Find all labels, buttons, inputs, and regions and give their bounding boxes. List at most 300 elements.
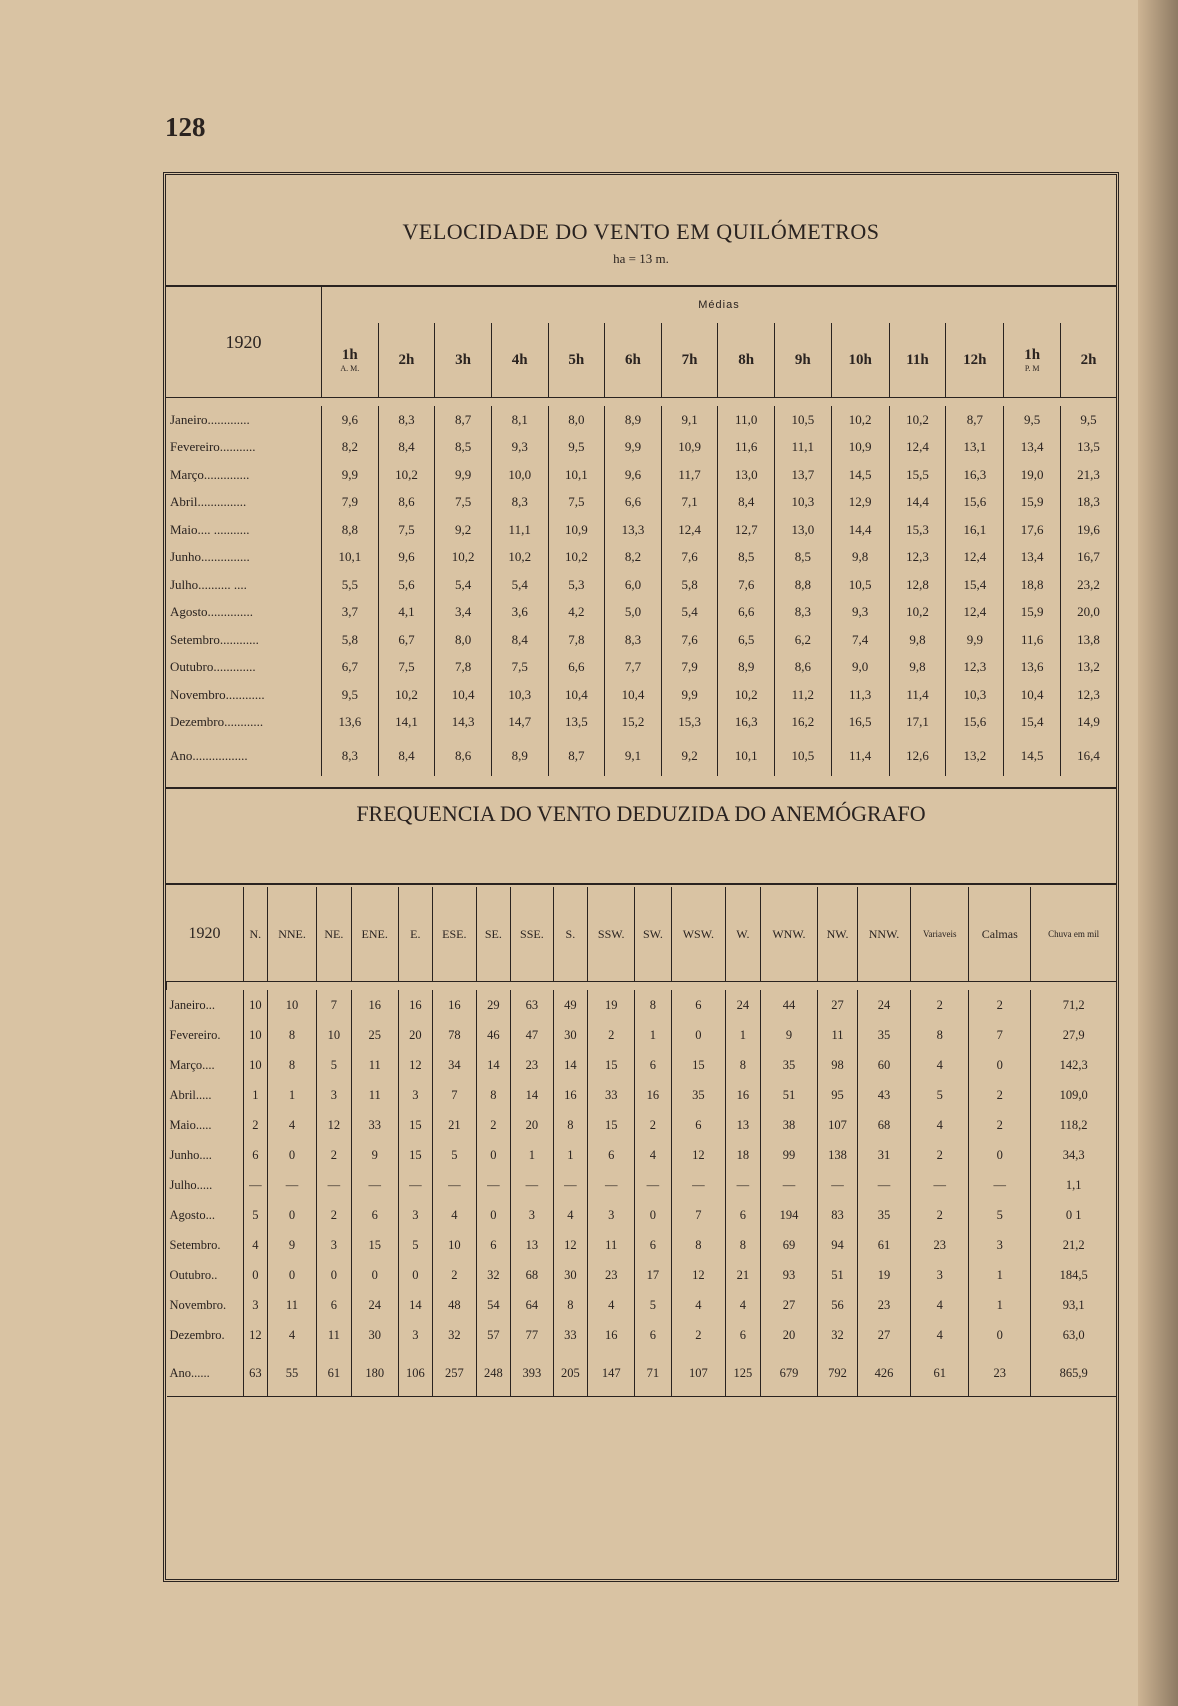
table-cell: 19,6 <box>1060 516 1116 544</box>
hour-header: 5h <box>548 323 605 398</box>
table-cell: 30 <box>351 1320 398 1350</box>
table-cell: 47 <box>511 1020 553 1050</box>
table-cell: 9,5 <box>1060 406 1116 434</box>
table-cell: 10,4 <box>435 681 492 709</box>
table-cell: 194 <box>760 1200 818 1230</box>
table-cell: 27 <box>760 1290 818 1320</box>
table-cell: 27 <box>857 1320 910 1350</box>
table-cell: — <box>398 1170 433 1200</box>
table-cell: 27,9 <box>1031 1020 1116 1050</box>
table-cell: 13,6 <box>322 709 379 737</box>
table-row <box>167 1080 1117 1110</box>
direction-header: NW. <box>818 887 858 982</box>
row-label: Setembro. <box>169 1237 221 1252</box>
table-cell: 13,2 <box>1060 654 1116 682</box>
table-cell: 3,7 <box>322 599 379 627</box>
table2-year: 1920 <box>188 925 221 942</box>
table-cell: 2 <box>316 1140 351 1170</box>
table-cell: 8 <box>635 990 671 1020</box>
hour-header: 4h <box>491 323 548 398</box>
table-cell: 19 <box>857 1260 910 1290</box>
table-cell: 5 <box>969 1200 1031 1230</box>
table-cell: 11 <box>316 1320 351 1350</box>
table-cell: — <box>760 1170 818 1200</box>
row-label: Janeiro... <box>169 997 215 1012</box>
table-cell: 0 1 <box>1031 1200 1116 1230</box>
table-cell: 125 <box>726 1350 761 1397</box>
table-cell: 8,4 <box>718 489 775 517</box>
table-cell: 57 <box>476 1320 511 1350</box>
table-cell: 61 <box>911 1350 969 1397</box>
table-cell: 10 <box>243 1020 268 1050</box>
table-cell: 20 <box>760 1320 818 1350</box>
table-cell: 2 <box>969 990 1031 1020</box>
table-cell: 77 <box>511 1320 553 1350</box>
table-cell: 11 <box>268 1290 317 1320</box>
table-cell: 4 <box>588 1290 635 1320</box>
table-cell: 4 <box>911 1110 969 1140</box>
hour-header: 9h <box>775 323 832 398</box>
table-cell: 0 <box>243 1260 268 1290</box>
table-cell: 10,9 <box>831 434 889 462</box>
table-cell: 0 <box>969 1140 1031 1170</box>
table-cell: 17 <box>635 1260 671 1290</box>
table-cell: 9,8 <box>889 654 946 682</box>
table-cell: 7,6 <box>661 626 718 654</box>
table-cell: 4 <box>553 1200 588 1230</box>
table-cell: 18 <box>726 1140 761 1170</box>
table-cell: 10,0 <box>491 461 548 489</box>
table-cell: 21 <box>726 1260 761 1290</box>
table-cell: 6 <box>588 1140 635 1170</box>
table-cell: 68 <box>511 1260 553 1290</box>
row-label: Outubro.. <box>169 1267 218 1282</box>
table-cell: 11 <box>818 1020 858 1050</box>
table-cell: 55 <box>268 1350 317 1397</box>
table-cell: 4,2 <box>548 599 605 627</box>
table-cell: 10,4 <box>548 681 605 709</box>
table-cell: 10,5 <box>775 406 832 434</box>
table-cell: 4 <box>911 1290 969 1320</box>
table-cell: 1 <box>969 1290 1031 1320</box>
table-cell: 61 <box>857 1230 910 1260</box>
table-cell: 16 <box>398 990 433 1020</box>
table-cell: 16 <box>635 1080 671 1110</box>
table-cell: 68 <box>857 1110 910 1140</box>
table-cell: 14 <box>553 1050 588 1080</box>
table-cell: 10,2 <box>889 599 946 627</box>
table-cell: 60 <box>857 1050 910 1080</box>
table-cell: 2 <box>911 1140 969 1170</box>
table-cell: 13,0 <box>718 461 775 489</box>
table-cell: 5,6 <box>378 571 435 599</box>
table-cell: 12,4 <box>946 599 1004 627</box>
table-cell: 7,4 <box>831 626 889 654</box>
divider <box>166 883 1116 885</box>
table-cell: 4 <box>635 1140 671 1170</box>
table-cell: 35 <box>857 1020 910 1050</box>
table-cell: 13,2 <box>946 736 1004 776</box>
table-cell: 48 <box>433 1290 476 1320</box>
table-cell: 16 <box>351 990 398 1020</box>
table-cell: 33 <box>553 1320 588 1350</box>
table-cell: 7,5 <box>435 489 492 517</box>
table-cell: 33 <box>351 1110 398 1140</box>
table-cell: 13,3 <box>605 516 662 544</box>
table-cell: 71 <box>635 1350 671 1397</box>
table-cell: 6 <box>671 1110 725 1140</box>
table-row <box>167 1260 1117 1290</box>
table-cell: 6 <box>635 1230 671 1260</box>
table-cell: 13,5 <box>548 709 605 737</box>
table-cell: 56 <box>818 1290 858 1320</box>
table-cell: 8,9 <box>491 736 548 776</box>
table-cell: 6 <box>635 1320 671 1350</box>
table-cell: 10,2 <box>491 544 548 572</box>
table-cell: 3 <box>398 1080 433 1110</box>
table-cell: 1,1 <box>1031 1170 1116 1200</box>
direction-header: Calmas <box>969 887 1031 982</box>
table-row <box>166 461 1116 489</box>
table-cell: 24 <box>351 1290 398 1320</box>
table-cell: 13 <box>511 1230 553 1260</box>
table-cell: 147 <box>588 1350 635 1397</box>
table-cell: 5 <box>433 1140 476 1170</box>
table-cell: 12,4 <box>946 544 1004 572</box>
table-cell: 14,4 <box>831 516 889 544</box>
table-cell: 16,3 <box>946 461 1004 489</box>
table-cell: 6 <box>726 1200 761 1230</box>
table-cell: — <box>818 1170 858 1200</box>
table-cell: 107 <box>818 1110 858 1140</box>
table-cell: 21,2 <box>1031 1230 1116 1260</box>
table-row <box>166 571 1116 599</box>
table-cell: 5 <box>316 1050 351 1080</box>
table-cell: 138 <box>818 1140 858 1170</box>
table-row <box>167 1290 1117 1320</box>
table-cell: 107 <box>671 1350 725 1397</box>
table-cell: 5,0 <box>605 599 662 627</box>
table-cell: 16,5 <box>831 709 889 737</box>
table-row <box>166 626 1116 654</box>
table-cell: 16 <box>588 1320 635 1350</box>
table-cell: 14,3 <box>435 709 492 737</box>
table-cell: 2 <box>969 1080 1031 1110</box>
table-cell: 17,1 <box>889 709 946 737</box>
table-cell: 11 <box>351 1050 398 1080</box>
table-cell: 10,9 <box>661 434 718 462</box>
row-label: Junho............... <box>166 544 322 572</box>
table-cell: 10,2 <box>378 461 435 489</box>
table-cell: 9,3 <box>831 599 889 627</box>
table-cell: 10,3 <box>946 681 1004 709</box>
table-cell: 7 <box>433 1080 476 1110</box>
table-cell: 10,1 <box>548 461 605 489</box>
row-label: Agosto.............. <box>166 599 322 627</box>
table-cell: 5,8 <box>322 626 379 654</box>
table-cell: 0 <box>635 1200 671 1230</box>
table-cell: 20 <box>398 1020 433 1050</box>
table-cell: 11,4 <box>831 736 889 776</box>
table-cell: 8,2 <box>605 544 662 572</box>
table-cell: 8 <box>476 1080 511 1110</box>
table-cell: 54 <box>476 1290 511 1320</box>
table-cell: 1 <box>243 1080 268 1110</box>
table-cell: — <box>553 1170 588 1200</box>
table-cell: 20 <box>511 1110 553 1140</box>
hour-header: 8h <box>718 323 775 398</box>
table-row <box>166 489 1116 517</box>
table-cell: 8 <box>726 1050 761 1080</box>
table-cell: — <box>635 1170 671 1200</box>
table-cell: 7,8 <box>435 654 492 682</box>
table-cell: 29 <box>476 990 511 1020</box>
table-cell: 63 <box>243 1350 268 1397</box>
table-cell: 184,5 <box>1031 1260 1116 1290</box>
table-cell: 51 <box>760 1080 818 1110</box>
table-cell: 8,9 <box>605 406 662 434</box>
table-cell: 9,2 <box>435 516 492 544</box>
table-cell: 11,3 <box>831 681 889 709</box>
table-cell: 10 <box>243 990 268 1020</box>
table-cell: 9,5 <box>1004 406 1061 434</box>
row-label: Agosto... <box>169 1207 215 1222</box>
table1-header <box>166 175 1116 285</box>
row-label: Fevereiro........... <box>166 434 322 462</box>
row-label: Dezembro. <box>169 1327 225 1342</box>
table-cell: 15,9 <box>1004 489 1061 517</box>
table-cell: 6,2 <box>775 626 832 654</box>
table-cell: 8,3 <box>322 736 379 776</box>
direction-header: W. <box>726 887 761 982</box>
table-row <box>166 654 1116 682</box>
table-cell: 679 <box>760 1350 818 1397</box>
table-cell: 14,9 <box>1060 709 1116 737</box>
table-cell: 7,9 <box>661 654 718 682</box>
table-cell: 24 <box>857 990 910 1020</box>
table-cell: 8 <box>553 1110 588 1140</box>
hour-header: 1h A. M. <box>340 347 360 373</box>
table-cell: 4 <box>671 1290 725 1320</box>
table-cell: 32 <box>433 1320 476 1350</box>
table-cell: 257 <box>433 1350 476 1397</box>
year-total-row <box>167 1350 1117 1397</box>
table-cell: 11 <box>588 1230 635 1260</box>
wind-frequency-table <box>166 887 1116 1495</box>
year-total-row <box>166 736 1116 776</box>
table-cell: 1 <box>553 1140 588 1170</box>
table-row <box>166 709 1116 737</box>
table-cell: 4 <box>433 1200 476 1230</box>
table-cell: 6 <box>316 1290 351 1320</box>
table-cell: 9 <box>351 1140 398 1170</box>
table-cell: 8,7 <box>946 406 1004 434</box>
table-cell: 12 <box>671 1140 725 1170</box>
table-cell: 15,3 <box>889 516 946 544</box>
medias-label: Médias <box>698 299 740 311</box>
table-cell: 16,4 <box>1060 736 1116 776</box>
table-cell: 23 <box>911 1230 969 1260</box>
table-cell: 34,3 <box>1031 1140 1116 1170</box>
table-cell: 13,5 <box>1060 434 1116 462</box>
direction-header: SW. <box>635 887 671 982</box>
table-cell: 9,1 <box>605 736 662 776</box>
table-cell: 9,9 <box>605 434 662 462</box>
row-label: Março.............. <box>166 461 322 489</box>
table-cell: 13,1 <box>946 434 1004 462</box>
table-cell: 78 <box>433 1020 476 1050</box>
table-cell: 0 <box>969 1050 1031 1080</box>
table-cell: 7,7 <box>605 654 662 682</box>
table-cell: 11,1 <box>491 516 548 544</box>
table-cell: 6 <box>671 990 725 1020</box>
table-cell: 31 <box>857 1140 910 1170</box>
table-cell: 27 <box>818 990 858 1020</box>
table-cell: 12 <box>243 1320 268 1350</box>
table-cell: 8 <box>268 1020 317 1050</box>
table-cell: 8,3 <box>491 489 548 517</box>
table-cell: 15 <box>351 1230 398 1260</box>
table-cell: 8 <box>671 1230 725 1260</box>
table-cell: 25 <box>351 1020 398 1050</box>
table-row <box>167 1140 1117 1170</box>
table-row <box>167 1110 1117 1140</box>
table-row <box>167 1230 1117 1260</box>
table-cell: 30 <box>553 1020 588 1050</box>
table-cell: 15 <box>588 1050 635 1080</box>
table-cell: 3 <box>511 1200 553 1230</box>
table-row <box>167 1170 1117 1200</box>
table-cell: 8 <box>911 1020 969 1050</box>
table-cell: 6,6 <box>718 599 775 627</box>
table-row <box>166 544 1116 572</box>
hour-header: 12h <box>946 323 1004 398</box>
table-cell: 64 <box>511 1290 553 1320</box>
table-cell: 106 <box>398 1350 433 1397</box>
direction-header: N. <box>243 887 268 982</box>
table-cell: 12 <box>671 1260 725 1290</box>
table-cell: 5,4 <box>491 571 548 599</box>
table-cell: 12,4 <box>661 516 718 544</box>
table-cell: — <box>671 1170 725 1200</box>
table-cell: — <box>857 1170 910 1200</box>
table-cell: 426 <box>857 1350 910 1397</box>
table-cell: 10,5 <box>775 736 832 776</box>
table-cell: 51 <box>818 1260 858 1290</box>
table-cell: 8,8 <box>322 516 379 544</box>
table-cell: 7,8 <box>548 626 605 654</box>
table-cell: — <box>969 1170 1031 1200</box>
table-cell: 35 <box>760 1050 818 1080</box>
table-row <box>166 434 1116 462</box>
row-label: Maio..... <box>169 1117 212 1132</box>
table-cell: 10,2 <box>378 681 435 709</box>
table-cell: 15,4 <box>946 571 1004 599</box>
table-cell: 118,2 <box>1031 1110 1116 1140</box>
table-cell: 13,0 <box>775 516 832 544</box>
table-cell: 15,6 <box>946 709 1004 737</box>
table-cell: 6,5 <box>718 626 775 654</box>
table-cell: 10 <box>433 1230 476 1260</box>
table-cell: 15 <box>398 1140 433 1170</box>
table-cell: 1 <box>969 1260 1031 1290</box>
table-cell: 4 <box>911 1320 969 1350</box>
table-cell: 10,4 <box>1004 681 1061 709</box>
table-cell: 0 <box>316 1260 351 1290</box>
table-cell: 98 <box>818 1050 858 1080</box>
table-cell: 9,6 <box>378 544 435 572</box>
table-cell: — <box>433 1170 476 1200</box>
table-cell: 10,2 <box>831 406 889 434</box>
table-cell: 11,7 <box>661 461 718 489</box>
table-cell: 18,3 <box>1060 489 1116 517</box>
table-row <box>167 990 1117 1020</box>
table-cell: 13 <box>726 1110 761 1140</box>
table-cell: — <box>911 1170 969 1200</box>
table-cell: 4 <box>268 1320 317 1350</box>
divider <box>166 787 1116 789</box>
table-cell: — <box>316 1170 351 1200</box>
table-cell: 0 <box>969 1320 1031 1350</box>
table-cell: 109,0 <box>1031 1080 1116 1110</box>
table-cell: 6 <box>351 1200 398 1230</box>
table-cell: 10,4 <box>605 681 662 709</box>
table-cell: 8,9 <box>718 654 775 682</box>
table-cell: 13,4 <box>1004 544 1061 572</box>
table-cell: 8,3 <box>775 599 832 627</box>
row-label: Outubro............. <box>166 654 322 682</box>
table-cell: 6,6 <box>548 654 605 682</box>
table-cell: 13,4 <box>1004 434 1061 462</box>
row-label: Novembro. <box>169 1297 227 1312</box>
table-cell: — <box>351 1170 398 1200</box>
table-cell: 9 <box>268 1230 317 1260</box>
table-cell: 2 <box>243 1110 268 1140</box>
table-cell: 8,0 <box>435 626 492 654</box>
direction-header: Variaveis <box>911 887 969 982</box>
table-cell: 21,3 <box>1060 461 1116 489</box>
table-cell: 8,0 <box>548 406 605 434</box>
table-cell: 8,4 <box>378 434 435 462</box>
table1-title: VELOCIDADE DO VENTO EM QUILÓMETROS <box>402 219 880 244</box>
table-cell: 11 <box>351 1080 398 1110</box>
table-cell: 792 <box>818 1350 858 1397</box>
table-cell: 12,3 <box>946 654 1004 682</box>
table-cell: 8 <box>553 1290 588 1320</box>
table-cell: 8,5 <box>435 434 492 462</box>
table-cell: 15,4 <box>1004 709 1061 737</box>
page-number: 128 <box>165 112 206 142</box>
table-cell: 14,7 <box>491 709 548 737</box>
table-cell: 14,1 <box>378 709 435 737</box>
table-cell: 5 <box>911 1080 969 1110</box>
row-label: Julho..... <box>169 1177 213 1192</box>
table-cell: 49 <box>553 990 588 1020</box>
table-cell: 23 <box>969 1350 1031 1397</box>
table-cell: 9,9 <box>322 461 379 489</box>
table-cell: 10,1 <box>718 736 775 776</box>
table-cell: 23 <box>511 1050 553 1080</box>
direction-header: SSE. <box>511 887 553 982</box>
table-cell: 24 <box>726 990 761 1020</box>
table-cell: 15 <box>588 1110 635 1140</box>
table-cell: 7 <box>671 1200 725 1230</box>
table-cell: 1 <box>268 1080 317 1110</box>
table-cell: 11,4 <box>889 681 946 709</box>
table-cell: — <box>268 1170 317 1200</box>
table-row <box>167 1050 1117 1080</box>
table-cell: 2 <box>588 1020 635 1050</box>
